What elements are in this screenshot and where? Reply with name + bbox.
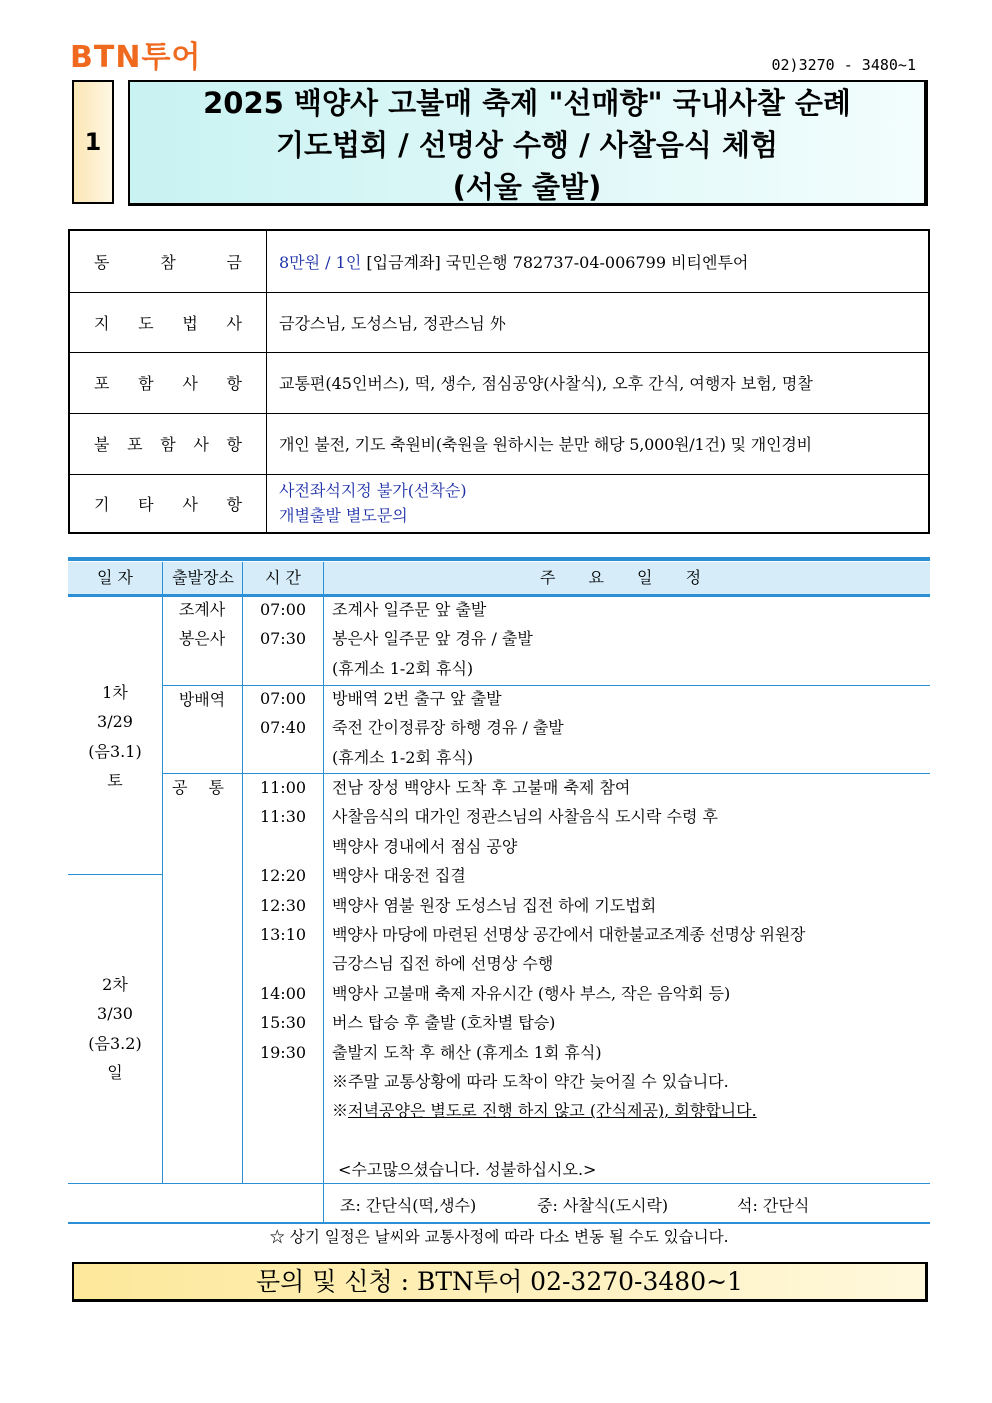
fee-amount: 8만원 / 1인 <box>279 252 362 272</box>
place-bongeunsa: 봉은사 <box>178 629 226 648</box>
info-value: 개인 불전, 기도 축원비(축원을 원하시는 분만 해당 5,000원/1건) 및 개인경비 <box>267 413 930 474</box>
day-lunar: (음3.1) <box>88 741 142 761</box>
title-line-3: (서울 출발) <box>452 170 602 204</box>
event: 버스 탑승 후 출발 (호차별 탑승) <box>332 1013 556 1033</box>
event: 백양사 경내에서 점심 공양 <box>332 836 518 856</box>
info-label: 동 참 금 <box>69 230 267 292</box>
header-time: 시 간 <box>242 562 323 594</box>
time: 11:30 <box>259 807 307 827</box>
day2-date <box>68 970 162 1088</box>
place-bangbae: 방배역 <box>178 690 226 709</box>
note-mark: ※ <box>332 1101 349 1121</box>
day-lunar: (음3.2) <box>88 1033 142 1053</box>
info-row-teachers <box>69 292 929 352</box>
time: 15:30 <box>259 1013 307 1033</box>
events-block-1 <box>332 595 926 683</box>
time: 11:00 <box>259 778 307 797</box>
schedule-notice: ☆ 상기 일정은 날씨와 교통사정에 따라 다소 변동 될 수도 있습니다. <box>269 1228 729 1246</box>
closing-greeting: <수고많으셨습니다. 성불하십시오.> <box>338 1160 597 1180</box>
day-date: 3/30 <box>97 1004 133 1024</box>
event: 방배역 2번 출구 앞 출발 <box>332 689 502 708</box>
event: 백양사 마당에 마련된 선명상 공간에서 대한불교조계종 선명상 위원장 <box>332 925 806 945</box>
info-value <box>267 230 930 292</box>
day-date: 3/29 <box>97 712 133 732</box>
events-block-3 <box>332 773 926 1185</box>
info-row-excluded <box>69 413 929 474</box>
day-label: 1차 <box>102 683 128 702</box>
meal-dinner: 석: 간단식 <box>737 1196 810 1215</box>
event: ※주말 교통상황에 따라 도착이 약간 늦어질 수 있습니다. <box>332 1072 729 1092</box>
time: 14:00 <box>259 983 307 1003</box>
day1-date <box>68 678 162 796</box>
time: 07:30 <box>259 629 307 649</box>
info-value: 금강스님, 도성스님, 정관스님 外 <box>267 292 930 352</box>
events-block-2 <box>332 684 926 772</box>
info-label: 기 타 사 항 <box>69 474 267 533</box>
time-column-3 <box>243 773 323 1067</box>
title-box <box>128 80 928 206</box>
fee-account: [입금계좌] 국민은행 782737-04-006799 비티엔투어 <box>361 252 749 272</box>
header-phone: 02)3270 - 3480~1 <box>771 56 916 74</box>
info-row-fee <box>69 230 929 292</box>
info-row-included <box>69 352 929 413</box>
time: 07:00 <box>259 689 307 708</box>
event: (휴게소 1-2회 휴식) <box>332 747 474 767</box>
day-weekday: 토 <box>107 771 123 791</box>
header-events: 주 요 일 정 <box>323 562 931 594</box>
event-dinner-note <box>332 1096 926 1125</box>
time-column-2 <box>243 684 323 743</box>
schedule-top-rule <box>68 557 930 561</box>
time: 12:30 <box>259 895 307 915</box>
info-row-etc <box>69 474 929 533</box>
event-dinner-text: 저녁공양은 별도로 진행 하지 않고 (간식제공), 회향합니다. <box>348 1101 757 1121</box>
time-column-1 <box>243 595 323 654</box>
schedule-header <box>68 562 930 597</box>
info-table <box>68 229 930 534</box>
grid-line <box>68 874 162 875</box>
event: 백양사 대웅전 집결 <box>332 866 466 886</box>
time: 07:00 <box>259 600 307 619</box>
grid-line <box>323 597 324 1222</box>
place-jogyesa: 조계사 <box>178 600 226 619</box>
document-number: 1 <box>72 80 114 204</box>
event: 죽전 간이정류장 하행 경유 / 출발 <box>332 718 564 738</box>
info-label: 포 함 사 항 <box>69 352 267 413</box>
time: 07:40 <box>259 718 307 738</box>
etc-line-2: 개별출발 별도문의 <box>279 506 408 526</box>
event: 백양사 염불 원장 도성스님 집전 하에 기도법회 <box>332 895 657 915</box>
header-place: 출발장소 <box>162 562 243 594</box>
event: 전남 장성 백양사 도착 후 고불매 축제 참여 <box>332 778 631 797</box>
info-value <box>267 474 930 533</box>
header-date: 일 자 <box>97 568 133 587</box>
info-label: 지 도 법 사 <box>69 292 267 352</box>
event: (휴게소 1-2회 휴식) <box>332 658 474 678</box>
event: 금강스님 집전 하에 선명상 수행 <box>332 954 554 974</box>
event: 봉은사 일주문 앞 경유 / 출발 <box>332 629 533 649</box>
time: 12:20 <box>259 866 307 886</box>
meal-breakfast: 조: 간단식(떡,생수) <box>340 1196 477 1215</box>
info-value: 교통편(45인버스), 떡, 생수, 점심공양(사찰식), 오후 간식, 여행자 보험, 명찰 <box>267 352 930 413</box>
info-label: 불 포 함 사 항 <box>69 413 267 474</box>
meal-lunch: 중: 사찰식(도시락) <box>537 1196 669 1215</box>
schedule-bottom-rule <box>68 1222 930 1224</box>
event: 조계사 일주문 앞 출발 <box>332 600 487 619</box>
time: 13:10 <box>259 925 307 945</box>
btn-tour-logo: BTN투어 <box>70 40 202 75</box>
event: 출발지 도착 후 해산 (휴게소 1회 휴식) <box>332 1042 602 1062</box>
title-line-1: 2025 백양사 고불매 축제 "선매향" 국내사찰 순례 <box>203 86 851 120</box>
place-common: 공 통 <box>172 778 232 797</box>
event: 사찰음식의 대가인 정관스님의 사찰음식 도시락 수령 후 <box>332 807 719 827</box>
title-line-2: 기도법회 / 선명상 수행 / 사찰음식 체험 <box>276 128 778 162</box>
contact-banner: 문의 및 신청 : BTN투어 02-3270-3480~1 <box>72 1262 928 1302</box>
day-label: 2차 <box>102 975 128 994</box>
time: 19:30 <box>259 1042 307 1062</box>
event: 백양사 고불매 축제 자유시간 (행사 부스, 작은 음악회 등) <box>332 983 731 1003</box>
etc-line-1: 사전좌석지정 불가(선착순) <box>279 481 467 501</box>
day-weekday: 일 <box>107 1063 123 1083</box>
